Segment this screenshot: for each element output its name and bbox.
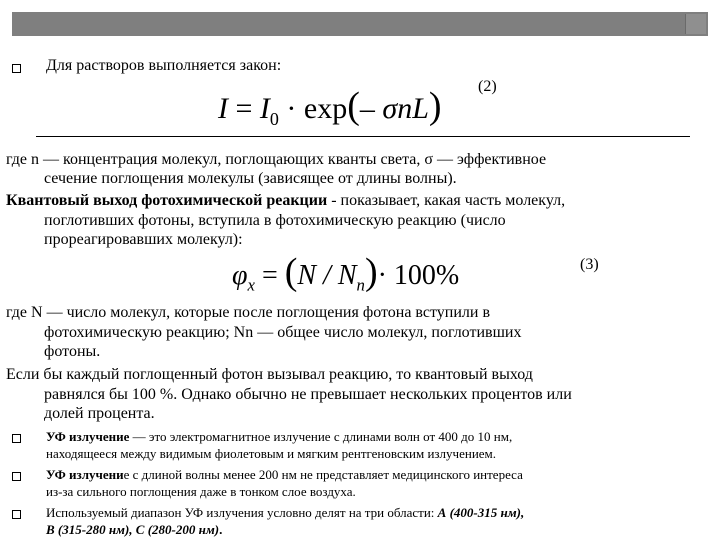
uv-bullet-2-line-2: из-за сильного поглощения даже в тонком слое воздуха. bbox=[46, 484, 356, 499]
uv-bullet-3-line-1 bbox=[46, 505, 524, 520]
uv-range-end: . bbox=[219, 522, 223, 537]
uv-bullet-1-line-2: находящееся между видимым фиолетовым и мягким рентгеновским излучением. bbox=[46, 446, 497, 461]
equation-3 bbox=[232, 252, 459, 306]
uv-bullet-1-text: — это электромагнитное излучение с длинами волн от 400 до 10 нм, bbox=[129, 429, 513, 444]
quantum-yield-rest: - показывает, какая часть молекул, bbox=[327, 192, 566, 209]
uv-range-bc: В (315-280 нм), С (280-200 нм) bbox=[46, 522, 220, 537]
eq2-i0: I bbox=[259, 92, 270, 125]
equation-3-number: (3) bbox=[580, 256, 599, 273]
quantum-yield-line-3: прореагировавших молекул): bbox=[44, 231, 243, 248]
quantum-yield-line-2: поглотивших фотоны, вступила в фотохимическую реакцию (число bbox=[44, 212, 506, 229]
eq2-dot: · bbox=[286, 92, 297, 125]
slide-top-bar bbox=[12, 12, 708, 36]
ifall-line-2: равнялся бы 100 %. Однако обычно не превышает нескольких процентов или bbox=[44, 386, 572, 403]
equation-2 bbox=[218, 86, 442, 139]
bullet-square-icon bbox=[12, 64, 21, 73]
desc-line-1: где n — концентрация молекул, поглощающих кванты света, σ — эффективное bbox=[6, 151, 547, 168]
eq3-phi: φ bbox=[232, 260, 248, 291]
eq2-i0-sub: 0 bbox=[269, 109, 279, 129]
quantum-yield-term: Квантовый выход фотохимической реакции bbox=[6, 192, 328, 209]
equation-2-number: (2) bbox=[478, 78, 497, 95]
bullet-square-icon bbox=[12, 434, 21, 443]
eq2-rparen: ) bbox=[428, 85, 442, 127]
uv-bullet-3-line-2 bbox=[46, 522, 222, 537]
where-line-2: фотохимическую реакцию; Nn — общее число молекул, поглотивших bbox=[44, 324, 522, 341]
eq2-lhs: I bbox=[218, 92, 228, 125]
eq2-arg: – σnL bbox=[359, 92, 429, 125]
where-line-3: фотоны. bbox=[44, 343, 101, 360]
ifall-line-1: Если бы каждый поглощенный фотон вызывал реакцию, то квантовый выход bbox=[6, 366, 533, 383]
top-bar-corner bbox=[685, 14, 706, 34]
eq3-rparen: ) bbox=[364, 251, 378, 293]
uv-term: УФ излучение bbox=[46, 429, 130, 444]
uv-bullet-2-text: е с длиной волны менее 200 нм не представляет медицинского интереса bbox=[123, 467, 523, 482]
uv-bullet-2-line-1 bbox=[46, 467, 523, 482]
eq3-equals: = bbox=[261, 260, 278, 291]
eq3-lparen: ( bbox=[284, 251, 298, 293]
eq2-equals: = bbox=[235, 92, 253, 125]
uv-range-a: А (400-315 нм), bbox=[437, 505, 525, 520]
uv-term: УФ излучени bbox=[46, 467, 124, 482]
uv-bullet-3-text: Используемый диапазон УФ излучения условно делят на три области: bbox=[46, 505, 438, 520]
eq2-exp: exp bbox=[303, 92, 348, 125]
where-line-1: где N — число молекул, которые после поглощения фотона вступили в bbox=[6, 304, 490, 321]
uv-bullet-1-line-1 bbox=[46, 429, 512, 444]
eq3-tail: · 100% bbox=[377, 260, 460, 291]
desc-line-2: сечение поглощения молекулы (зависящее от длины волны). bbox=[44, 170, 457, 187]
eq2-lparen: ( bbox=[347, 85, 360, 127]
quantum-yield-line-1 bbox=[6, 192, 565, 210]
ifall-line-3: долей процента. bbox=[44, 405, 155, 422]
divider-line bbox=[36, 136, 690, 137]
bullet-square-icon bbox=[12, 510, 21, 519]
intro-text: Для растворов выполняется закон: bbox=[46, 57, 282, 74]
eq3-fraction-sub: n bbox=[356, 275, 365, 295]
bullet-square-icon bbox=[12, 472, 21, 481]
eq3-phi-sub: x bbox=[247, 275, 255, 295]
eq3-fraction: N / N bbox=[297, 260, 357, 291]
